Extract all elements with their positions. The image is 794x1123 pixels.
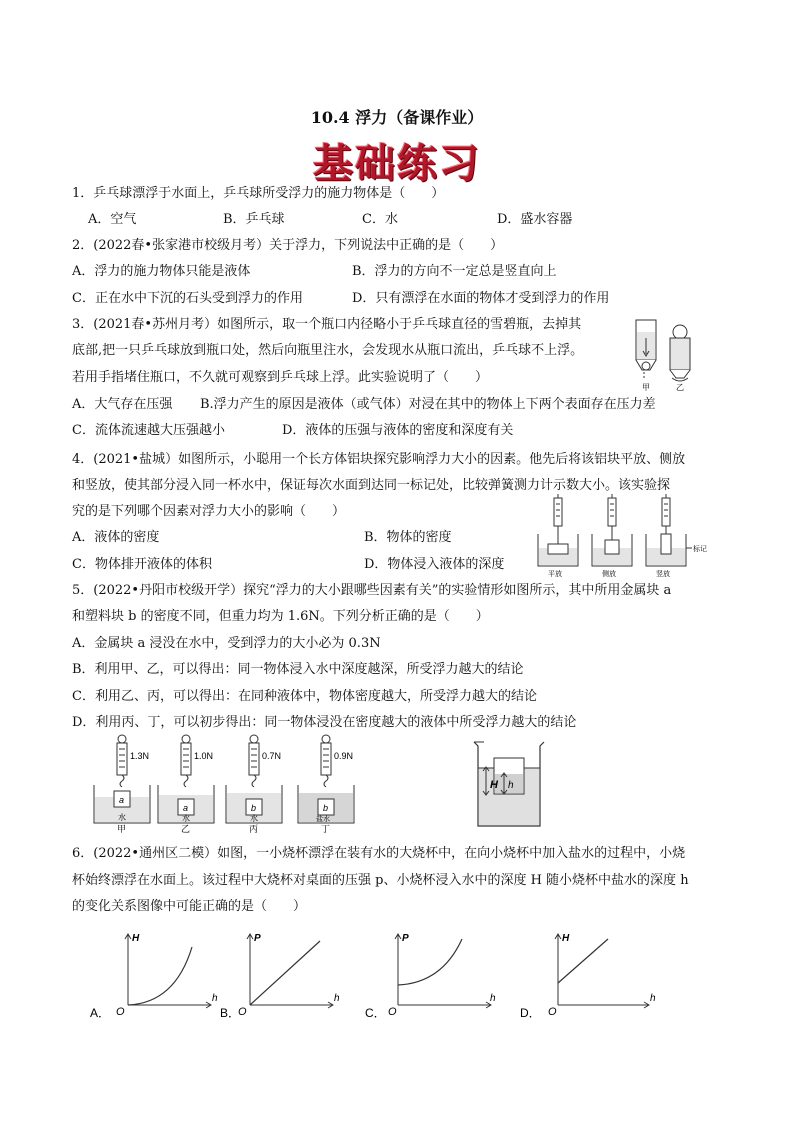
q6-graph-d[interactable] <box>555 934 649 1008</box>
q3-figure <box>628 318 700 394</box>
q4-label-side: 侧放 <box>602 571 616 578</box>
q5-label-ding: 丁 <box>321 824 331 833</box>
q1-stem: 1．乒乓球漂浮于水面上，乒乓球所受浮力的施力物体是（ ） <box>72 186 445 201</box>
q3-option-d[interactable]: D．液体的压强与液体的密度和深度有关 <box>282 423 514 438</box>
q6-d-origin: O <box>548 1006 557 1018</box>
q6-line-3: 的变化关系图像中可能正确的是（ ） <box>72 899 307 914</box>
q4-figure <box>532 492 707 580</box>
q4-setup-side <box>592 494 632 566</box>
q4-option-d[interactable]: D．物体浸入液体的深度 <box>364 557 505 572</box>
q4-setup-flat <box>538 494 578 566</box>
q5-liquid-jia: 水 <box>118 813 126 822</box>
q3-label-yi: 乙 <box>676 383 684 392</box>
q5-liquid-yi: 水 <box>182 814 190 823</box>
q3-option-c[interactable]: C．流体流速越大压强越小 <box>72 423 225 438</box>
q6-fig-h: h <box>508 780 514 791</box>
q5-figure <box>90 733 380 833</box>
q6-option-c-label[interactable]: C． <box>365 1006 386 1020</box>
q4-line-1: 4．(2021•盐城）如图所示，小聪用一个长方体铝块探究影响浮力大小的因素。他先后将该铝块平放、侧放 <box>72 452 686 467</box>
q1-option-d[interactable]: D．盛水容器 <box>497 212 573 227</box>
q6-b-yaxis: P <box>254 933 261 944</box>
page-title: 10.4 浮力（备课作业） <box>310 108 484 127</box>
q2-stem: 2．(2022春•张家港市校级月考）关于浮力，下列说法中正确的是（ ） <box>72 238 504 253</box>
q1-option-b[interactable]: B．乒乓球 <box>223 212 285 227</box>
q1-option-a[interactable]: A．空气 <box>88 212 137 227</box>
q3-line-2: 底部,把一只乒乓球放到瓶口处，然后向瓶里注水，会发现水从瓶口流出，乒乓球不上浮。 <box>72 343 584 358</box>
q5-line-1: 5．(2022•丹阳市校级开学）探究“浮力的大小跟哪些因素有关”的实验情形如图所示，其中所用金属块 a <box>72 583 672 598</box>
q2-option-d[interactable]: D．只有漂浮在水面的物体才受到浮力的作用 <box>352 291 610 306</box>
q1-option-c[interactable]: C．水 <box>362 212 398 227</box>
q6-fig-H: H <box>490 779 498 791</box>
q6-option-b-label[interactable]: B． <box>220 1006 241 1020</box>
q5-reading-ding: 0.9N <box>334 751 354 761</box>
q4-option-a[interactable]: A．液体的密度 <box>72 530 160 545</box>
q6-c-origin: O <box>388 1006 397 1018</box>
q5-liquid-ding: 盐水 <box>316 816 330 823</box>
q6-c-xaxis: h <box>490 993 496 1004</box>
q5-block-ding: b <box>323 803 329 813</box>
q5-option-c[interactable]: C．利用乙、丙，可以得出：在同种液体中，物体密度越大，所受浮力越大的结论 <box>72 689 537 704</box>
bottle-jia <box>636 320 656 380</box>
q5-label-bing: 丙 <box>249 824 259 833</box>
q4-line-2: 和竖放，使其部分浸入同一杯水中，保证每次水面到达同一标记处，比较弹簧测力计示数大小。该实验探 <box>72 478 671 493</box>
bottle-yi <box>670 325 690 381</box>
q3-option-a[interactable]: A．大气存在压强 <box>72 397 173 412</box>
q5-block-bing: b <box>251 803 257 813</box>
q5-label-jia: 甲 <box>117 824 127 833</box>
q6-a-origin: O <box>116 1006 125 1018</box>
q6-graphs <box>80 925 680 1025</box>
q2-option-b[interactable]: B．浮力的方向不一定总是竖直向上 <box>352 264 557 279</box>
q3-line-1: 3．(2021春•苏州月考）如图所示，取一个瓶口内径略小于乒乓球直径的雪碧瓶，去掉其 <box>72 317 582 332</box>
q4-label-flat: 平放 <box>548 571 562 578</box>
section-banner: 基础练习 <box>313 140 481 187</box>
q6-c-yaxis: P <box>402 933 409 944</box>
q6-b-xaxis: h <box>334 993 340 1004</box>
q5-label-yi: 乙 <box>181 824 191 833</box>
q3-line-3: 若用手指堵住瓶口，不久就可观察到乒乓球上浮。此实验说明了（ ） <box>72 370 489 385</box>
q6-d-xaxis: h <box>650 993 656 1004</box>
q5-block-jia: a <box>119 795 125 805</box>
q4-line-3: 究的是下列哪个因素对浮力大小的影响（ ） <box>72 504 346 519</box>
q6-line-2: 杯始终漂浮在水面上。该过程中大烧杯对桌面的压强 p、小烧杯浸入水中的深度 H 随小烧杯中盐水的深度 h <box>72 873 689 888</box>
q5-setup-jia <box>94 735 150 823</box>
q6-b-origin: O <box>238 1006 247 1018</box>
q4-option-b[interactable]: B．物体的密度 <box>364 530 452 545</box>
q6-graph-a[interactable] <box>125 934 211 1008</box>
q5-block-yi: a <box>183 803 189 813</box>
q5-reading-jia: 1.3N <box>130 751 150 761</box>
q4-mark-label: 标记 <box>693 546 707 553</box>
q4-label-upright: 竖放 <box>656 571 670 578</box>
q4-option-c[interactable]: C．物体排开液体的体积 <box>72 557 212 572</box>
q6-d-yaxis: H <box>562 933 570 944</box>
q6-a-yaxis: H <box>132 933 140 944</box>
q6-graph-c[interactable] <box>395 934 491 1008</box>
q6-line-1: 6．(2022•通州区二模）如图，一小烧杯漂浮在装有水的大烧杯中，在向小烧杯中加入盐水的过程中，小烧 <box>72 846 686 861</box>
q5-line-2: 和塑料块 b 的密度不同，但重力均为 1.6N。下列分析正确的是（ ） <box>72 609 489 624</box>
q6-a-xaxis: h <box>212 993 218 1004</box>
q5-reading-yi: 1.0N <box>194 751 214 761</box>
q6-graph-b[interactable] <box>247 934 333 1008</box>
q3-option-b[interactable]: B.浮力产生的原因是液体（或气体）对浸在其中的物体上下两个表面存在压力差 <box>200 397 656 412</box>
q5-option-d[interactable]: D．利用丙、丁，可以初步得出：同一物体浸没在密度越大的液体中所受浮力越大的结论 <box>72 715 577 730</box>
q5-liquid-bing: 水 <box>250 814 258 823</box>
q6-beaker-figure <box>468 738 548 834</box>
q5-option-b[interactable]: B．利用甲、乙，可以得出：同一物体浸入水中深度越深，所受浮力越大的结论 <box>72 662 524 677</box>
q2-option-a[interactable]: A．浮力的施力物体只能是液体 <box>72 264 251 279</box>
q6-option-d-label[interactable]: D． <box>520 1006 541 1020</box>
q6-option-a-label[interactable]: A． <box>90 1006 111 1020</box>
q3-label-jia: 甲 <box>642 383 650 392</box>
q4-setup-upright <box>646 494 692 566</box>
q2-option-c[interactable]: C．正在水中下沉的石头受到浮力的作用 <box>72 291 303 306</box>
q5-reading-bing: 0.7N <box>262 751 282 761</box>
q5-option-a[interactable]: A．金属块 a 浸没在水中，受到浮力的大小必为 0.3N <box>72 636 381 651</box>
